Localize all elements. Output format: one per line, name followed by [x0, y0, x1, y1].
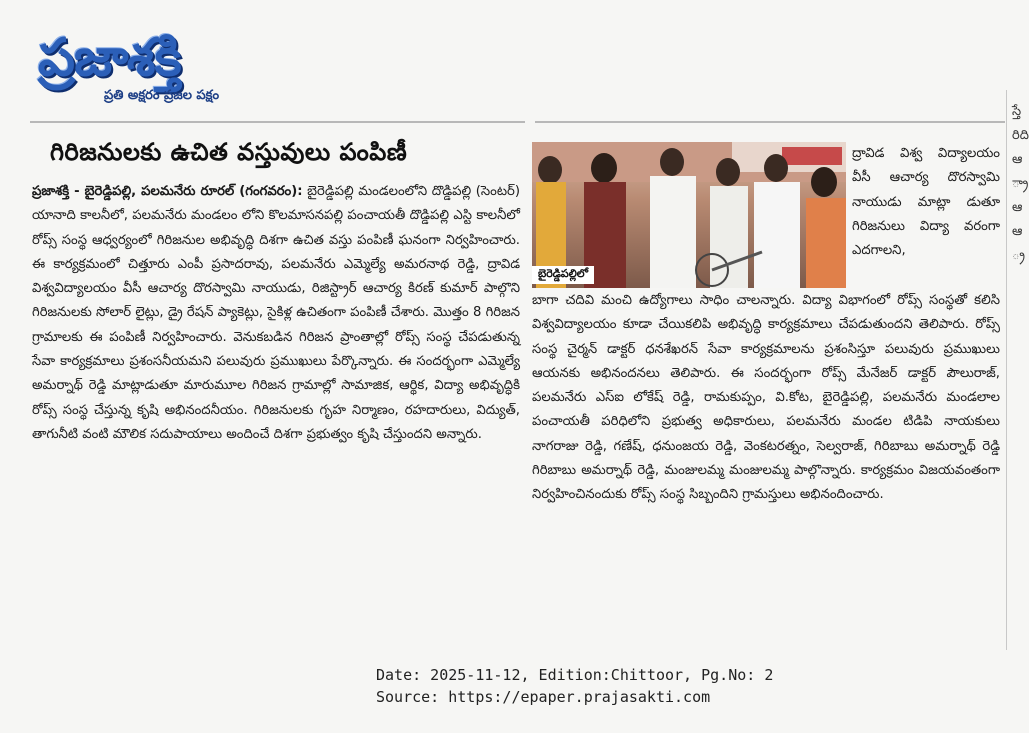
- masthead: [38, 28, 338, 110]
- source-footer: [376, 664, 773, 708]
- photo-caption: బైరెడ్డిపల్లిలో: [532, 266, 594, 284]
- footer-date-line: Date: 2025-11-12, Edition:Chittoor, Pg.No: 2: [376, 666, 774, 684]
- newspaper-logo: ప్రజాశక్తి: [38, 28, 181, 88]
- newspaper-tagline: ప్రతి అక్షరం ప్రజల పక్షం: [104, 88, 220, 103]
- article-left-column: [32, 180, 520, 447]
- column-divider: [1006, 90, 1007, 650]
- article-right-column: బాగా చదివి మంచి ఉద్యోగాలు సాధిం చాలన్నారు. విద్యా విభాగంలో రోప్స్ సంస్థతో కలిసి విశ్వవిద్యాలయం కూడా చేయికలిపి అభివృద్ధి కార్యక్రమాలు చేపడుతుందని తెలిపారు. రోప్స్ సంస్థ చైర్మన్ డాక్టర్ ధనశేఖరన్ సేవా కార్యక్రమాలను ప్రశంసిస్తూ పలువురు ప్రముఖులు ఆయనకు అభినందనలు తెలిపారు. ఈ సందర్భంగా రోప్స్ మేనేజర్ డాక్టర్ పౌలురాజ్, పలమనేరు ఎస్ఐ లోకేష్ రెడ్డి, రామకుప్పం, వి.కోట, బైరెడ్డిపల్లి, పలమనేరు మండలాల పంచాయతీ పరిధిలోని ప్రభుత్వ అధికారులు, పలమనేరు మండల టిడిపి నాయకులు నాగరాజు రెడ్డి, గణేష్, ధనుంజయ రెడ్డి, వెంకటరత్నం, సెల్వరాజ్, గిరిబాబు అమర్నాథ్ రెడ్డి గిరిబాబు అమర్నాథ్ రెడ్డి, మంజులమ్మ మంజులమ్మ పాల్గొన్నారు. కార్యక్రమం విజయవంతంగా నిర్వహించినందుకు రోప్స్ సంస్థ సిబ్బందిని గ్రామస్తులు అభినందించారు.: [532, 293, 1000, 503]
- article-dateline: ప్రజాశక్తి - బైరెడ్డిపల్లి, పలమనేరు రూరల్ (గంగవరం):: [32, 184, 303, 199]
- article-photo: [532, 142, 846, 288]
- article-left-body: బైరెడ్డిపల్లి మండలంలోని దొడ్డిపల్లి (సెంటర్) యానాది కాలనీలో, పలమనేరు మండలం లోని కొలమాసనపల్లి పంచాయతీ దొడ్డిపల్లి ఎస్టి కాలనీలో రోప్స్ సంస్థ ఆధ్వర్యంలో గిరిజనుల అభివృద్ధి దిశగా ఉచిత వస్తు పంపిణీ ఘనంగా నిర్వహించారు. ఈ కార్యక్రమంలో చిత్తూరు ఎంపీ ప్రసాదరావు, పలమనేరు ఎమ్మెల్యే అమరనాథ రెడ్డి, ద్రావిడ విశ్వవిద్యాలయం వీసీ ఆచార్య దొరస్వామి నాయుడు, రిజిస్ట్రార్ ఆచార్య కిరణ్ కుమార్ పాల్గొని గిరిజనులకు సోలార్ లైట్లు, డ్రై రేషన్ ప్యాకెట్లు, సైకిళ్ల ఉచితంగా పంపిణీ చేశారు. మొత్తం 8 గిరిజన గ్రామాలకు ఈ పంపిణీ నిర్వహించారు. వెనుకబడిన గిరిజన ప్రాంతాల్లో రోప్స్ సంస్థ చేపడుతున్న సేవా కార్యక్రమాలు ప్రశంసనీయమని పలువురు ప్రముఖులు పేర్కొన్నారు. ఈ సందర్భంగా ఎమ్మెల్యే అమర్నాథ్ రెడ్డి మాట్లాడుతూ మారుమూల గిరిజన గ్రామాల్లో సామాజిక, ఆర్థిక, విద్యా అభివృద్ధికి రోప్స్ సంస్థ చేస్తున్న కృషి అభినందనీయం. గిరిజనులకు గృహ నిర్మాణం, రహదారులు, విద్యుత్, తాగునీటి వంటి మౌలిక సదుపాయాలు అందించే దిశగా ప్రభుత్వం కృషి చేస్తుందని అన్నారు.: [32, 184, 520, 442]
- header-rule-left: [30, 121, 525, 123]
- adjacent-article-edge: స్తే రిది ఆ ్రా ఆ ఆ ్ర: [1012, 104, 1029, 263]
- header-rule-right: [535, 121, 1005, 123]
- article-right-top-column: ద్రావిడ విశ్వ విద్యాలయం వీసీ ఆచార్య దొరస్వామి నాయుడు మాట్లా డుతూ గిరిజనులు విద్యా వరంగా ఎదగాలని,: [852, 146, 1000, 259]
- footer-source-line: Source: https://epaper.prajasakti.com: [376, 688, 711, 706]
- article-headline: గిరిజనులకు ఉచిత వస్తువులు పంపిణీ: [50, 138, 408, 166]
